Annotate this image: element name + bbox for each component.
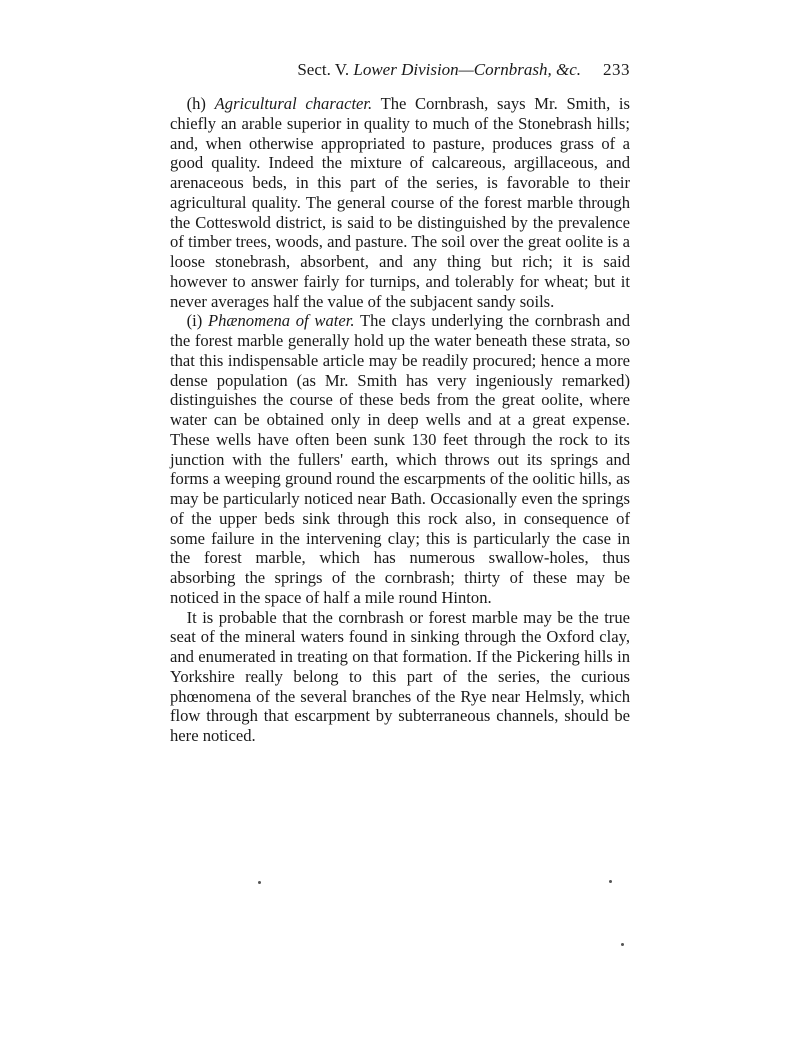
paragraph-text: The Cornbrash, says Mr. Smith, is chiefly an arable superior in quality to much of the Stonebrash hills; and, when otherwise appropriated to pasture, produces grass of a good quality. Indeed the mixture of calcareous, argillaceous, and arenaceous beds, in this part of the series, is favorable to their agricultural quality. The general course of the forest marble through the Cotteswold district, is said to be distinguished by the prevalence of timber trees, woods, and pasture. The soil over the great oolite is a loose stonebrash, absorbent, and any thing but rich; it is said however to answer fairly for turnips, and tolerably for wheat; but it never averages half the value of the subjacent sandy soils. [170, 94, 631, 311]
body-text [170, 94, 630, 746]
paragraph-text: It is probable that the cornbrash or forest marble may be the true seat of the mineral waters found in sinking through the Oxford clay, and enumerated in treating on that formation. If the Pickering hills in Yorkshire really belong to this part of the series, the curious phœnomena of the several branches of the Rye near Helmsly, which flow through that escarpment by subterraneous channels, should be here noticed. [170, 607, 630, 745]
paper-speck [609, 880, 612, 883]
page-number: 233 [603, 60, 630, 79]
paragraph-agricultural-character [170, 94, 630, 311]
paragraph-phaenomena-of-water [170, 311, 630, 607]
running-head [170, 60, 630, 88]
paragraph-text: The clays underlying the cornbrash and the forest marble generally hold up the water beneath these strata, so that this indispensable article may be readily procured; hence a more dense population (as Mr. Smith has very ingeniously remarked) distinguishes the course of these beds from the great oolite, where water can be obtained only in deep wells and at a great expense. These wells have often been sunk 130 feet through the rock to its junction with the fullers' earth, which throws out its springs and forms a weeping ground round the escarpments of the oolitic hills, as may be particularly noticed near Bath. Occasionally even the springs of the upper beds sink through this rock also, in consequence of some failure in the intervening clay; this is particularly the case in the forest marble, which has numerous swallow-holes, thus absorbing the springs of the cornbrash; thirty of these may be noticed in the space of half a mile round Hinton. [170, 311, 630, 607]
paragraph-mineral-waters [170, 608, 630, 746]
paragraph-label: (i) [186, 311, 203, 331]
paper-speck [258, 881, 261, 884]
running-head-section: Sect. V. [297, 60, 350, 79]
running-head-subject: Lower Division—Cornbrash, &c. [353, 60, 581, 79]
paragraph-heading: Phænomena of water. [208, 311, 355, 331]
running-head-title [297, 60, 581, 80]
paragraph-label: (h) [186, 94, 206, 113]
paragraph-heading: Agricultural character. [214, 94, 373, 113]
paper-speck [621, 943, 624, 946]
book-page [170, 60, 630, 746]
